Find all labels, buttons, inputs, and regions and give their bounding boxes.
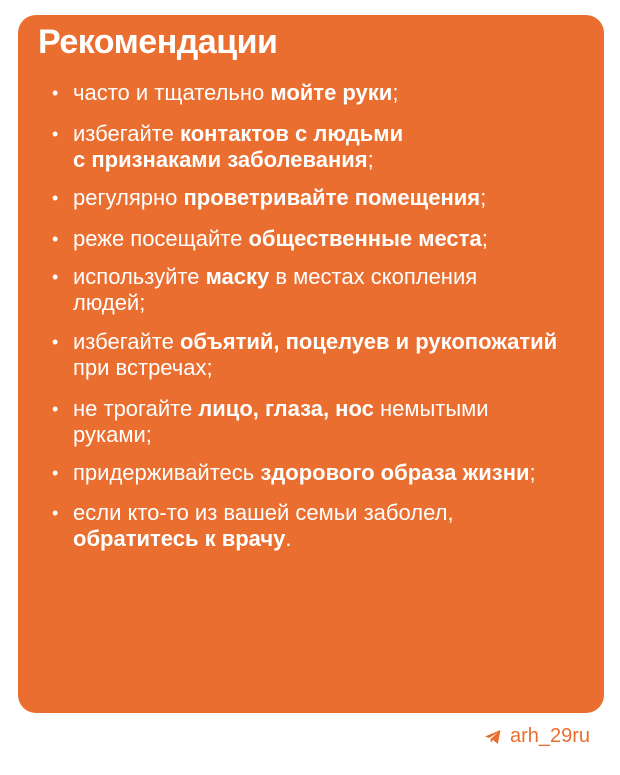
bullet-icon: • [52,463,59,483]
item-text: если кто-то из вашей семьи заболел, [73,500,454,525]
item-text-bold: лицо, глаза, нос [198,396,374,421]
list-item [52,264,593,316]
item-text: в местах скопления [269,264,478,289]
item-text-bold: общественные места [248,226,482,251]
item-text: часто и тщательно [73,80,271,105]
list-item [52,500,593,552]
item-text: используйте [73,264,206,289]
item-text-bold: проветривайте помещения [183,185,481,210]
list-item [52,226,593,252]
item-text: ; [529,460,536,485]
item-text: не трогайте [73,396,199,421]
bullet-icon: • [52,332,59,352]
bullet-icon: • [52,83,59,103]
item-text-bold: обратитесь к врачу [73,526,286,551]
bullet-icon: • [52,188,59,208]
item-text: руками; [73,422,152,447]
bullet-icon: • [52,229,59,249]
bullet-icon: • [52,124,59,144]
item-text: придерживайтесь [73,460,261,485]
telegram-plane-icon [484,729,502,745]
list-item [52,185,593,211]
item-text: ; [480,185,487,210]
channel-handle: arh_29ru [510,725,591,747]
item-text: при встречах; [73,355,213,380]
item-text: ; [481,226,488,251]
item-text: . [285,526,292,551]
list-item [52,396,593,448]
item-text-bold: маску [205,264,270,289]
list-item [52,460,593,486]
item-text: реже посещайте [73,226,249,251]
bullet-icon: • [52,267,59,287]
item-text: избегайте [73,329,180,354]
list-item [52,121,593,173]
item-text: ; [392,80,399,105]
item-text: немытыми [373,396,489,421]
item-text-bold: объятий, поцелуев и рукопожатий [179,329,558,354]
bullet-icon: • [52,503,59,523]
item-text-bold: мойте руки [270,80,393,105]
item-text-bold: с признаками заболевания [73,147,368,172]
item-text-bold: контактов с людьми [179,121,404,146]
item-text: людей; [73,290,146,315]
item-text: избегайте [73,121,180,146]
page-title: Рекомендации [38,23,278,61]
list-item [52,329,593,381]
list-item [52,80,593,106]
footer-badge[interactable] [472,713,605,760]
bullet-icon: • [52,399,59,419]
item-text-bold: здорового образа жизни [260,460,530,485]
item-text: регулярно [73,185,184,210]
item-text: ; [367,147,374,172]
